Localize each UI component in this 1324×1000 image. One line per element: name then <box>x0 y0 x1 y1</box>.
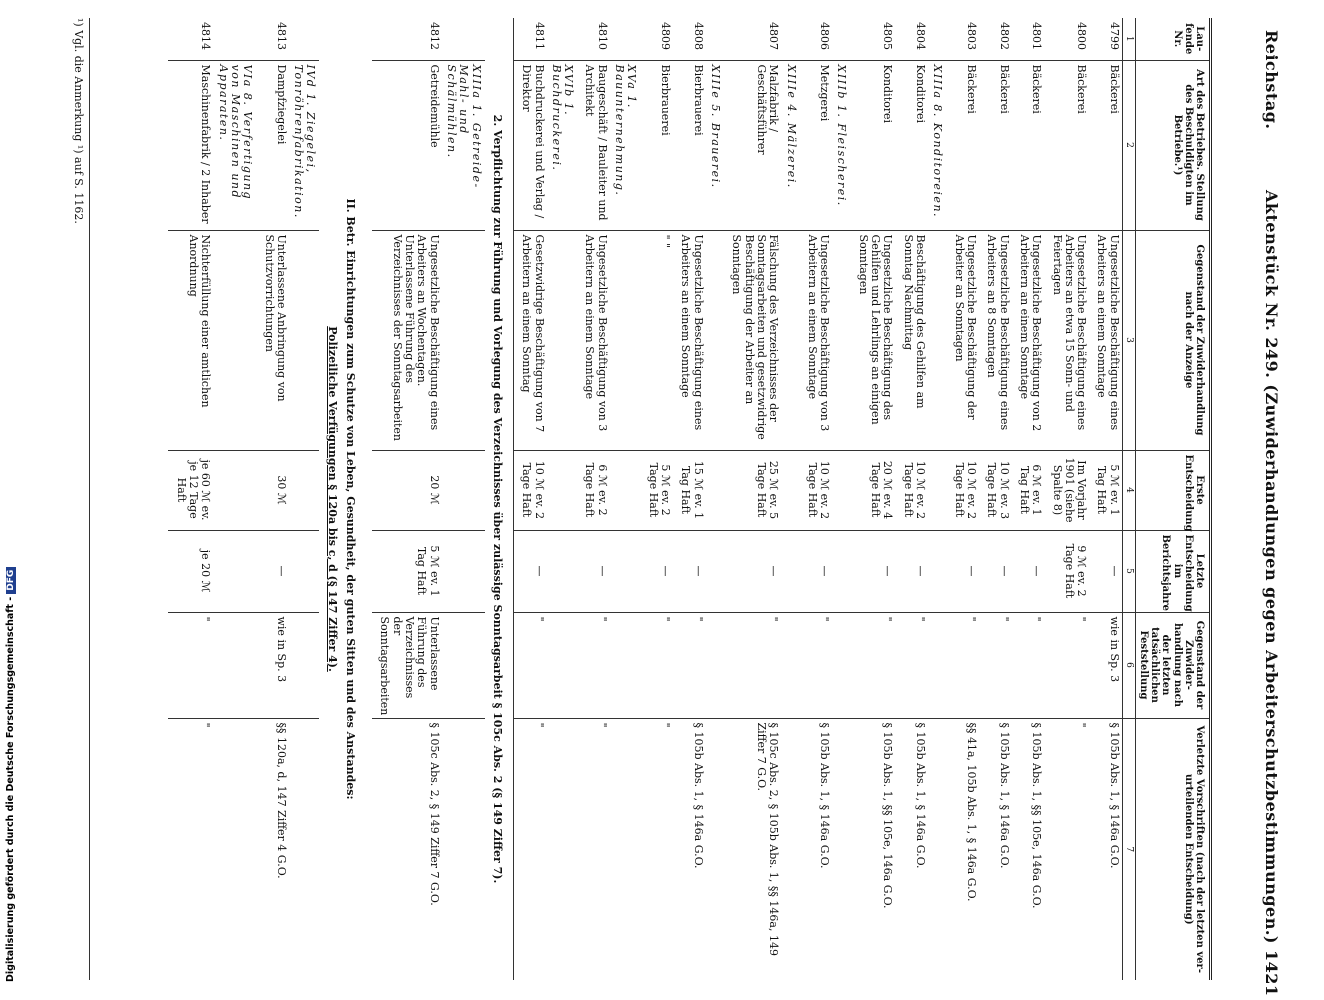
page-number: 1421 <box>1262 950 1281 997</box>
row-vorschrift: § 105c Abs. 2, § 105b Abs. 1, §§ 146a, 149 Ziffer 7 G.O. <box>724 718 781 980</box>
group-label: XIIIb 1. Fleischerei. <box>832 60 850 230</box>
row-letzte: — <box>513 530 546 612</box>
credit-text: Digitalisierung gefördert durch die Deutsche Forschungsgemeinschaft - <box>5 596 16 982</box>
group-label: XVIb 1. Buchdruckerei. <box>547 60 578 230</box>
table-row <box>577 18 610 980</box>
row-art: Malzfabrik / Geschäftsführer <box>724 60 781 230</box>
empty-cell <box>832 612 850 718</box>
row-nr: 4809 <box>659 22 673 50</box>
footnote: ¹) Vgl. die Anmerkung ¹) auf S. 1162. <box>72 18 90 980</box>
table-row <box>673 18 706 980</box>
empty-cell <box>781 450 799 530</box>
empty-cell <box>781 718 799 980</box>
row-vorschrift: § 105b Abs. 1, §§ 105e, 146a G.O. <box>1012 718 1045 980</box>
row-gegenstand: Ungesetzliche Beschäftigung eines Arbeiters an einem Sonntage <box>673 230 706 450</box>
empty-cell <box>610 18 641 60</box>
row-nr: 4803 <box>964 22 978 50</box>
table-row <box>1044 18 1089 980</box>
empty-cell <box>610 450 641 530</box>
section1-body <box>513 18 1122 980</box>
table-row <box>1012 18 1045 980</box>
row-letzte: — <box>577 530 610 612</box>
group-label: XIIIa 1. Getreide-Mahl- und Schälmühlen. <box>442 60 485 230</box>
row-vorschrift: § 105b Abs. 1, § 146a G.O. <box>673 718 706 980</box>
group-label: XIIIa 8. Konditoreien. <box>928 60 946 230</box>
row-nr: 4800 <box>1075 22 1089 50</box>
empty-cell <box>832 450 850 530</box>
row-nr: 4804 <box>914 22 928 50</box>
row-tatsaechlich: " <box>577 612 610 718</box>
row-tatsaechlich: " <box>1044 612 1089 718</box>
empty-cell <box>547 450 578 530</box>
row-nr: 4805 <box>881 22 895 50</box>
violations-table <box>168 18 1212 980</box>
row-nr: 4807 <box>767 22 781 50</box>
row-tatsaechlich: " <box>895 612 928 718</box>
row-gegenstand: Gesetzwidrige Beschäftigung von 7 Arbeitern an einem Sonntag <box>513 230 546 450</box>
table-row <box>800 18 833 980</box>
empty-cell <box>832 718 850 980</box>
group-row <box>610 18 641 980</box>
row-erste: 30 ℳ <box>256 450 289 530</box>
col-number: 7 <box>1122 718 1135 980</box>
row-gegenstand: Ungesetzliche Beschäftigung eines Arbeiters an einem Sonntage <box>1089 230 1122 450</box>
row-nr: 4808 <box>691 22 705 50</box>
table-row <box>640 18 673 980</box>
row-gegenstand: Ungesetzliche Beschäftigung von 2 Arbeitern an einem Sonntage <box>1012 230 1045 450</box>
group-row <box>706 18 724 980</box>
row-erste: 20 ℳ <box>372 450 442 530</box>
row-vorschrift: § 105b Abs. 1, § 146a G.O. <box>800 718 833 980</box>
empty-cell <box>610 230 641 450</box>
row-letzte: — <box>1089 530 1122 612</box>
row-vorschrift: " <box>640 718 673 980</box>
row-gegenstand: Ungesetzliche Beschäftigung von 3 Arbeitern an einem Sonntage <box>800 230 833 450</box>
row-letzte: 5 ℳ ev. 1 Tag Haft <box>372 530 442 612</box>
row-gegenstand: Fälschung des Verzeichnisses der Sonntagsarbeiten und gesetzwidrige Beschäftigung der Arbeiter an Sonntagen <box>724 230 781 450</box>
empty-cell <box>610 612 641 718</box>
dfg-logo: DFG <box>6 567 16 594</box>
row-erste: 25 ℳ ev. 5 Tage Haft <box>724 450 781 530</box>
row-art: Bäckerei <box>1012 60 1045 230</box>
col-header: Erste Entscheidung <box>1135 450 1210 530</box>
table-row <box>168 18 213 980</box>
col-number: 5 <box>1122 530 1135 612</box>
group-row <box>781 18 799 980</box>
empty-cell <box>706 230 724 450</box>
row-vorschrift: " <box>513 718 546 980</box>
column-numbers <box>1122 18 1135 980</box>
row-vorschrift: " <box>1044 718 1089 980</box>
row-letzte: — <box>979 530 1012 612</box>
row-tatsaechlich: " <box>800 612 833 718</box>
empty-cell <box>547 18 578 60</box>
row-letzte: — <box>946 530 979 612</box>
row-tatsaechlich: " <box>946 612 979 718</box>
col-header: Lau-fende Nr. <box>1135 18 1210 60</box>
col-number: 3 <box>1122 230 1135 450</box>
empty-cell <box>832 230 850 450</box>
row-gegenstand: " " <box>640 230 673 450</box>
empty-cell <box>547 718 578 980</box>
group-label: XVa 1. Bauunternehmung. <box>610 60 641 230</box>
row-erste: 6 ℳ ev. 1 Tag Haft <box>1012 450 1045 530</box>
row-vorschrift: §§ 120a, d, 147 Ziffer 4 G.O. <box>256 718 289 980</box>
row-tatsaechlich: " <box>979 612 1012 718</box>
row-nr: 4813 <box>274 22 288 50</box>
row-art: Bierbrauerei <box>640 60 673 230</box>
empty-cell <box>928 18 946 60</box>
row-gegenstand: Ungesetzliche Beschäftigung des Gehilfen und Lehrlings an einigen Sonntagen <box>850 230 895 450</box>
empty-cell <box>781 230 799 450</box>
empty-cell <box>928 530 946 612</box>
header-title: Aktenstück Nr. 249. (Zuwiderhandlungen gegen Arbeiterschutzbestimmungen.) <box>1262 190 1281 944</box>
row-nr: 4799 <box>1107 22 1121 50</box>
row-erste: Im Vorjahr 1901 (siehe Spalte 8) <box>1044 450 1089 530</box>
group-label: XIIIe 5. Brauerei. <box>706 60 724 230</box>
col-number: 4 <box>1122 450 1135 530</box>
row-letzte: — <box>1012 530 1045 612</box>
row-art: Baugeschäft / Bauleiter und Architekt <box>577 60 610 230</box>
empty-cell <box>832 18 850 60</box>
row-letzte: — <box>850 530 895 612</box>
row-letzte: — <box>800 530 833 612</box>
sectionII-body <box>168 18 372 980</box>
row-vorschrift: " <box>168 718 213 980</box>
table-row <box>979 18 1012 980</box>
row-vorschrift: §§ 41a, 105b Abs. 1, § 146a G.O. <box>946 718 979 980</box>
table-row <box>513 18 546 980</box>
group-row <box>928 18 946 980</box>
row-tatsaechlich: " <box>640 612 673 718</box>
row-vorschrift: § 105b Abs. 1, § 146a G.O. <box>895 718 928 980</box>
row-nr: 4802 <box>997 22 1011 50</box>
table-row <box>946 18 979 980</box>
row-erste: je 60 ℳ ev. je 12 Tage Haft <box>168 450 213 530</box>
section2-body <box>372 18 513 980</box>
empty-cell <box>547 530 578 612</box>
row-art: Dampfziegelei <box>256 60 289 230</box>
row-letzte: — <box>895 530 928 612</box>
table-row <box>850 18 895 980</box>
row-nr: 4811 <box>532 22 546 50</box>
table-row <box>724 18 781 980</box>
empty-cell <box>928 450 946 530</box>
table-row <box>895 18 928 980</box>
row-art: Getreidemühle <box>372 60 442 230</box>
dfg-credit <box>5 567 16 982</box>
col-header: Art des Betriebes. Stellung des Beschuldigten im Betriebe.¹) <box>1135 60 1210 230</box>
row-nr: 4814 <box>199 22 213 50</box>
empty-cell <box>706 612 724 718</box>
col-header: Gegenstand der Zuwider-handlung nach der letzten tatsächlichen Feststellung <box>1135 612 1210 718</box>
row-erste: 6 ℳ ev. 2 Tage Haft <box>577 450 610 530</box>
empty-cell <box>781 530 799 612</box>
row-nr: 4806 <box>818 22 832 50</box>
row-tatsaechlich: " <box>513 612 546 718</box>
section2-title: 2. Verpflichtung zur Führung und Vorlegung des Verzeichnisses über zulässige Sonntagsarbeit § 105c Abs. 2 (§ 149 Ziffer 7). <box>485 18 514 980</box>
empty-cell <box>706 450 724 530</box>
row-gegenstand: Ungesetzliche Beschäftigung eines Arbeiters an 8 Sonntagen <box>979 230 1012 450</box>
row-erste: 15 ℳ ev. 1 Tag Haft <box>673 450 706 530</box>
group-label: VIa 8. Verfertigung von Maschinen und Apparaten. <box>213 60 256 230</box>
empty-cell <box>706 718 724 980</box>
group-label: IVd 1. Ziegelei, Tonröhrenfabrikation. <box>289 60 320 230</box>
empty-cell <box>781 18 799 60</box>
row-vorschrift: § 105b Abs. 1, § 146a G.O. <box>1089 718 1122 980</box>
row-erste: 5 ℳ ev. 2 Tage Haft <box>640 450 673 530</box>
row-tatsaechlich: " <box>724 612 781 718</box>
row-gegenstand: Ungesetzliche Beschäftigung der Arbeiter an Sonntagen <box>946 230 979 450</box>
row-art: Bäckerei <box>1044 60 1089 230</box>
row-erste: 10 ℳ ev. 2 Tage Haft <box>513 450 546 530</box>
empty-cell <box>832 530 850 612</box>
column-headers <box>1135 18 1210 980</box>
row-letzte: 9 ℳ ev. 2 Tage Haft <box>1044 530 1089 612</box>
row-art: Konditorei <box>895 60 928 230</box>
row-tatsaechlich: " <box>850 612 895 718</box>
table-row <box>1089 18 1122 980</box>
row-vorschrift: § 105b Abs. 1, § 146a G.O. <box>979 718 1012 980</box>
row-gegenstand: Ungesetzliche Beschäftigung eines Arbeiters an etwa 15 Sonn- und Feiertagen <box>1044 230 1089 450</box>
row-art: Bierbrauerei <box>673 60 706 230</box>
row-letzte: — <box>724 530 781 612</box>
row-vorschrift: § 105b Abs. 1, §§ 105e, 146a G.O. <box>850 718 895 980</box>
row-gegenstand: Ungesetzliche Beschäftigung eines Arbeiters an Wochentagen. Unterlassene Führung des Verzeichnisses der Sonntagsarbeiten <box>372 230 442 450</box>
header-left: Reichstag. <box>1262 30 1281 130</box>
row-art: Metzgerei <box>800 60 833 230</box>
empty-cell <box>547 612 578 718</box>
row-tatsaechlich: " <box>673 612 706 718</box>
row-erste: 10 ℳ ev. 2 Tage Haft <box>946 450 979 530</box>
empty-cell <box>706 18 724 60</box>
row-art: Maschinenfabrik / 2 Inhaber <box>168 60 213 230</box>
row-art: Bäckerei <box>979 60 1012 230</box>
col-number: 1 <box>1122 18 1135 60</box>
row-erste: 10 ℳ ev. 3 Tage Haft <box>979 450 1012 530</box>
row-gegenstand: Unterlassene Anbringung von Schutzvorrichtungen <box>256 230 289 450</box>
col-header: Gegenstand der Zuwiderhandlung nach der Anzeige <box>1135 230 1210 450</box>
row-gegenstand: Beschäftigung des Gehilfen am Sonntag Nachmittag <box>895 230 928 450</box>
col-number: 2 <box>1122 60 1135 230</box>
row-art: Bäckerei <box>1089 60 1122 230</box>
col-header: Verletzte Vorschriften (nach der letzten ver-urteilenden Entscheidung) <box>1135 718 1210 980</box>
sectionII-subtitle: Polizeiliche Verfügungen § 120a bis c, d (§ 147 Ziffer 4). <box>325 326 339 672</box>
col-header: Letzte Entscheidung im Berichtsjahre <box>1135 530 1210 612</box>
empty-cell <box>547 230 578 450</box>
table-row <box>256 18 289 980</box>
row-erste: 10 ℳ ev. 2 Tage Haft <box>800 450 833 530</box>
row-nr: 4812 <box>427 22 441 50</box>
row-vorschrift: " <box>577 718 610 980</box>
table-row <box>372 18 442 980</box>
row-nr: 4801 <box>1030 22 1044 50</box>
row-erste: 20 ℳ ev. 4 Tage Haft <box>850 450 895 530</box>
row-nr: 4810 <box>595 22 609 50</box>
row-erste: 10 ℳ ev. 2 Tage Haft <box>895 450 928 530</box>
empty-cell <box>781 612 799 718</box>
row-art: Buchdruckerei und Verlag / Direktor <box>513 60 546 230</box>
sectionII-title: II. Betr. Einrichtungen zum Schutze von Leben, Gesundheit, der guten Sitten und des Anstandes: <box>344 198 358 800</box>
empty-cell <box>706 530 724 612</box>
row-erste: 5 ℳ ev. 1 Tag Haft <box>1089 450 1122 530</box>
row-letzte: — <box>673 530 706 612</box>
row-tatsaechlich: Unterlassene Führung des Verzeichnisses der Sonntagsarbeiten <box>372 612 442 718</box>
empty-cell <box>928 718 946 980</box>
row-letzte: — <box>256 530 289 612</box>
row-tatsaechlich: wie in Sp. 3 <box>256 612 289 718</box>
group-row <box>547 18 578 980</box>
row-art: Konditorei <box>850 60 895 230</box>
row-tatsaechlich: " <box>1012 612 1045 718</box>
empty-cell <box>610 530 641 612</box>
col-number: 6 <box>1122 612 1135 718</box>
row-vorschrift: § 105c Abs. 2, § 149 Ziffer 7 G.O. <box>372 718 442 980</box>
row-art: Bäckerei <box>946 60 979 230</box>
row-tatsaechlich: " <box>168 612 213 718</box>
row-tatsaechlich: wie in Sp. 3 <box>1089 612 1122 718</box>
group-row <box>832 18 850 980</box>
row-gegenstand: Ungesetzliche Beschäftigung von 3 Arbeitern an einem Sonntage <box>577 230 610 450</box>
row-letzte: — <box>640 530 673 612</box>
empty-cell <box>928 230 946 450</box>
group-label: XIIIe 4. Mälzerei. <box>781 60 799 230</box>
empty-cell <box>928 612 946 718</box>
row-letzte: je 20 ℳ <box>168 530 213 612</box>
row-gegenstand: Nichterfüllung einer amtlichen Anordnung <box>168 230 213 450</box>
empty-cell <box>610 718 641 980</box>
